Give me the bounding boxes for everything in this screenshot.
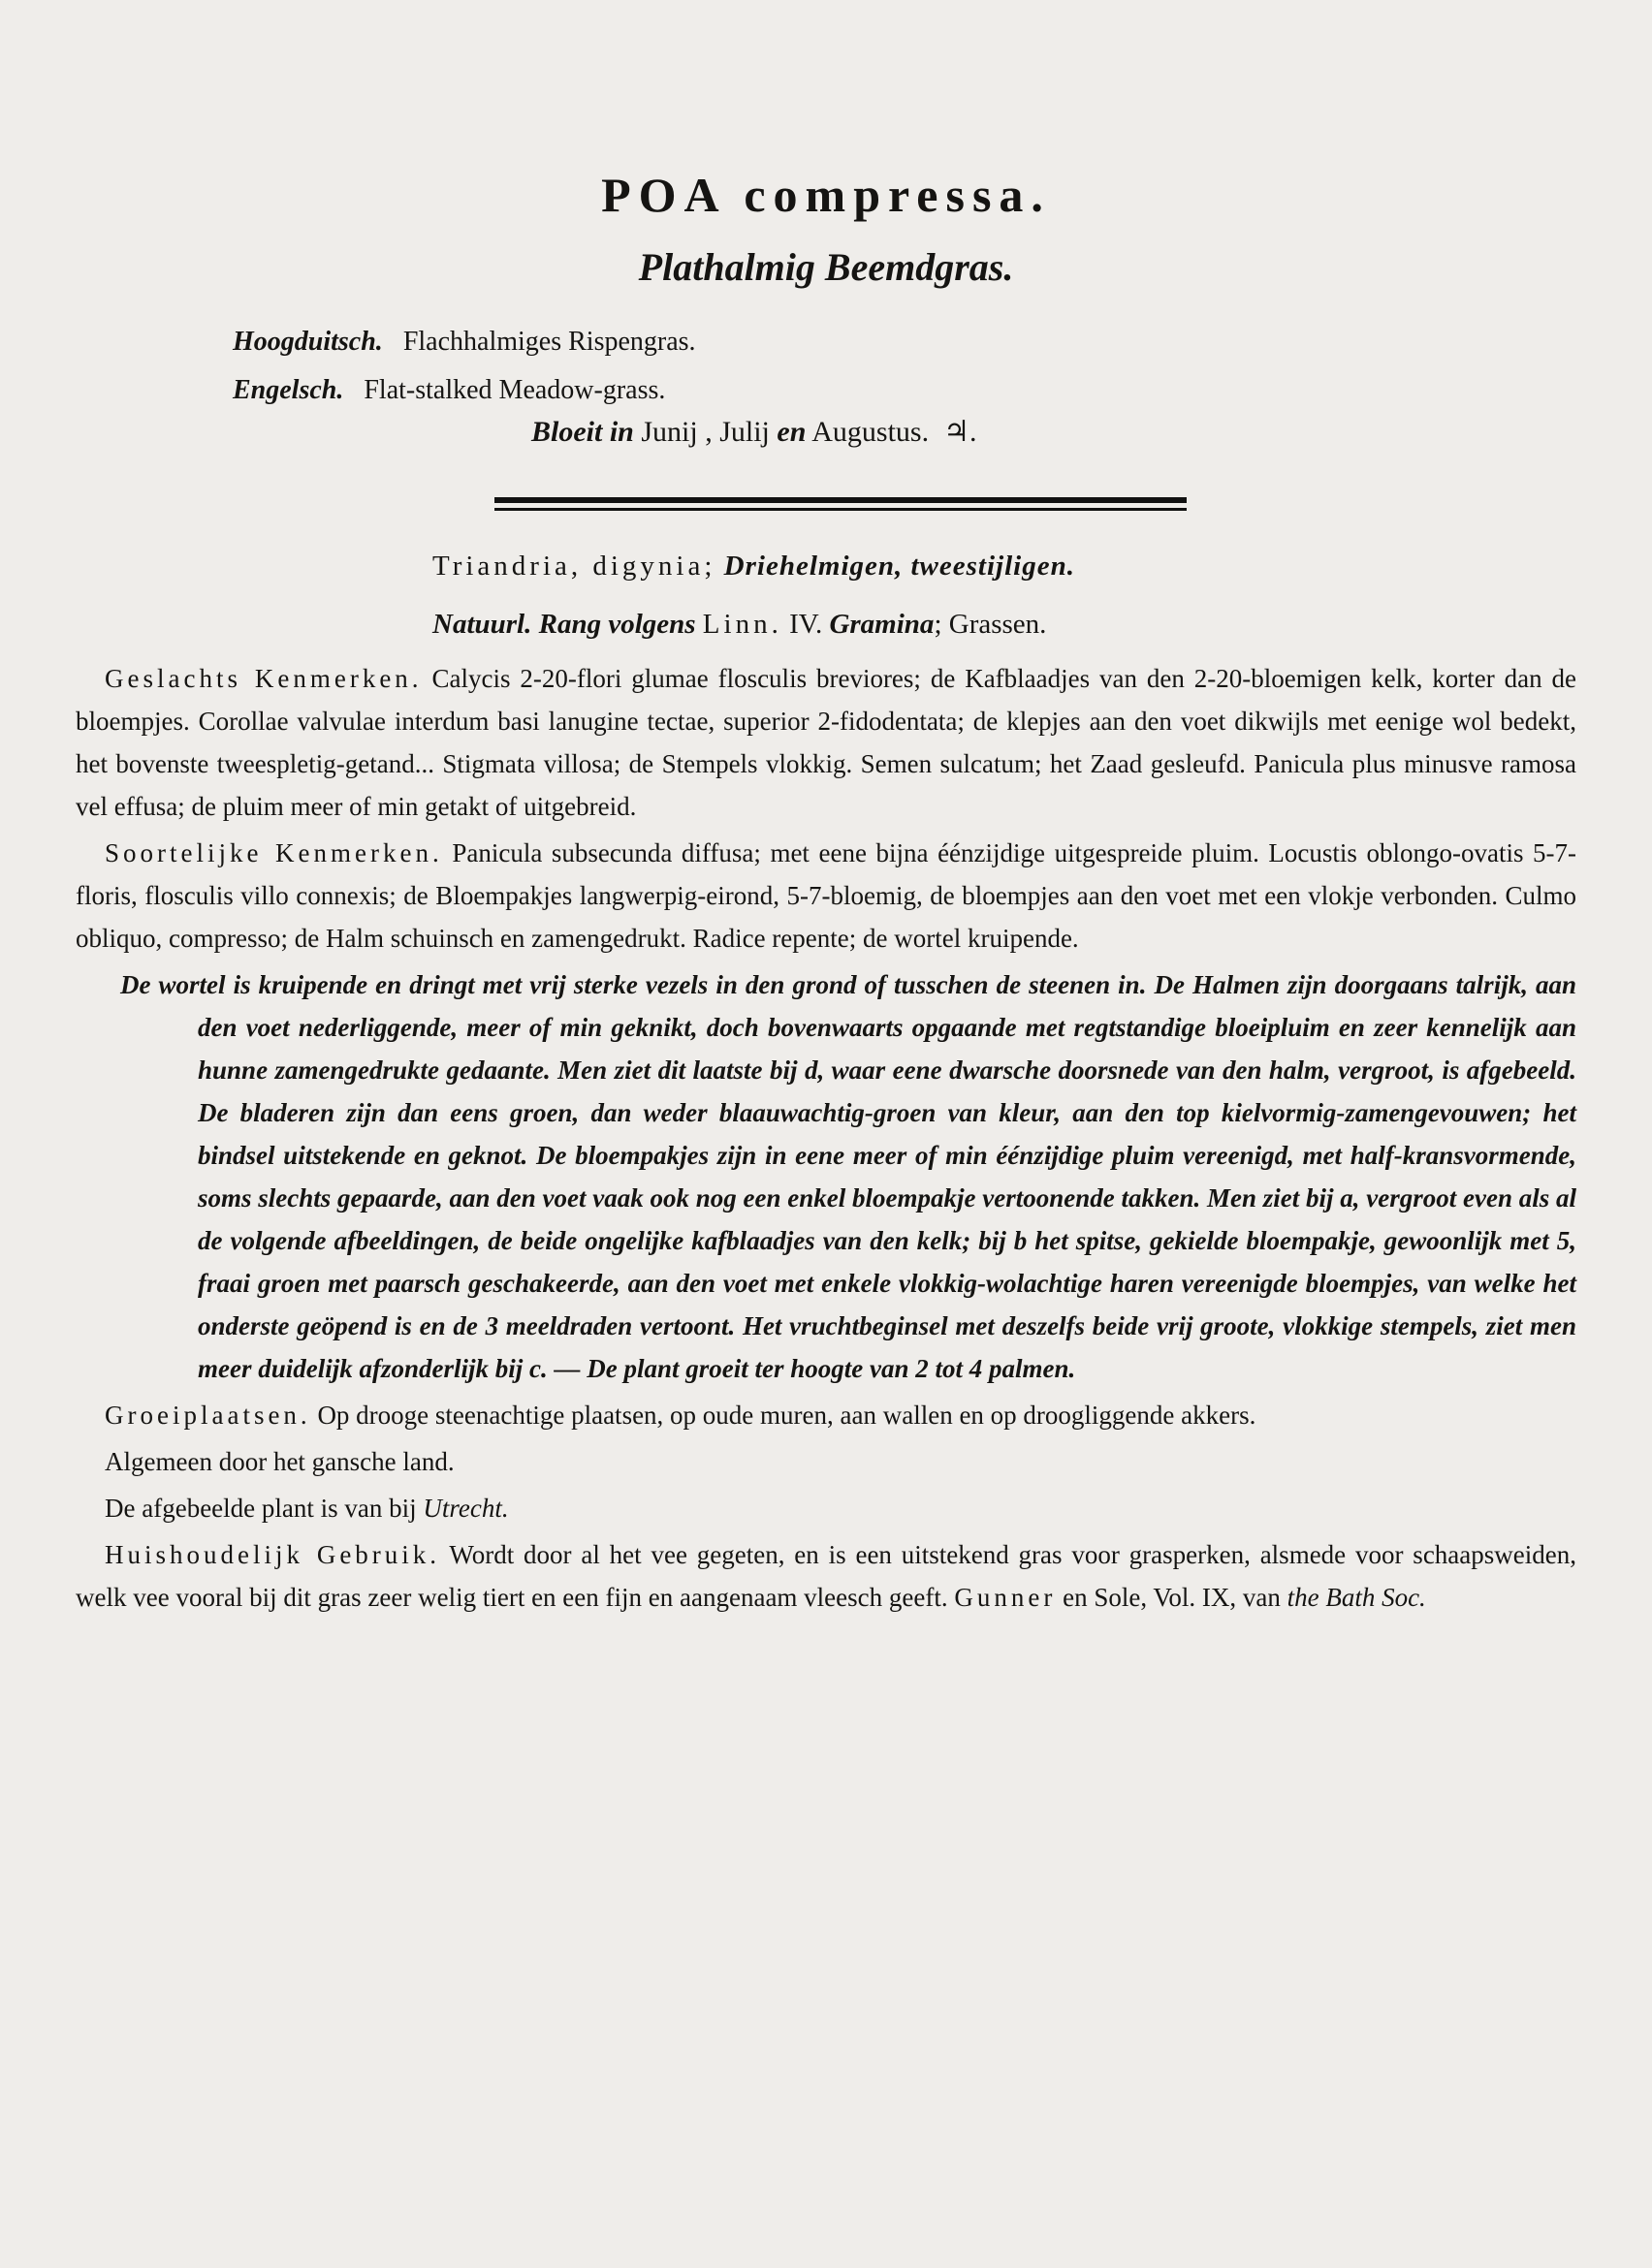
reference-author: Gunner (954, 1583, 1057, 1612)
english-name-row (233, 366, 696, 415)
rank-number: IV. (789, 609, 823, 640)
habitat-heading: Groeiplaatsen. (105, 1401, 311, 1430)
english-label: Engelsch. (233, 375, 344, 405)
divider-thin (494, 508, 1187, 511)
specimen-place: Utrecht. (423, 1494, 509, 1523)
natural-rank-line (432, 609, 1046, 641)
english-name: Flat-stalked Meadow-grass. (364, 375, 666, 405)
main-text (76, 657, 1576, 1622)
habitat-text: Op drooge steenachtige plaatsen, op oude muren, aan wallen en op droogliggende akkers. (317, 1401, 1256, 1430)
genus-heading: Geslachts Kenmerken. (105, 664, 423, 693)
species-heading: Soortelijke Kenmerken. (105, 838, 443, 867)
flowering-label: Bloeit in (531, 416, 634, 448)
german-label: Hoogduitsch. (233, 327, 383, 357)
plant-description: De wortel is kruipende en dringt met vrij sterke vezels in den grond of tusschen de steenen in. De Halmen zijn doorgaans talrijk, aan den voet nederliggende, meer of min geknikt, doch bovenwaarts opgaande met regtstandige bloeipluim en zeer kennelijk aan hunne zamengedrukte gedaante. Men ziet dit laatste bij d, waar eene dwarsche doorsnede van den halm, vergroot, is afgebeeld. De bladeren zijn dan eens groen, dan weder blaauwachtig-groen van kleur, aan den top kielvormig-zamengevouwen; het bindsel uitstekende en geknot. De bloempakjes zijn in eene meer of min éénzijdige pluim vereenigd, met half-kransvormende, soms slechts gepaarde, aan den voet vaak ook nog een enkel bloempakje vertoonende takken. Men ziet bij a, vergroot even als al de volgende afbeeldingen, de beide ongelijke kafblaadjes van den kelk; bij b het spitse, gekielde bloempakje, gewoonlijk met 5, fraai groen met paarsch geschakeerde, aan den voet met enkele vlokkig-wolachtige haren vereenigde bloempjes, van welke het onderste geöpend is en de 3 meeldraden vertoont. Het vruchtbeginsel met deszelfs beide vrij groote, vlokkige stempels, ziet men meer duidelijk afzonderlijk bij c. — De plant groeit ter hoogte van 2 tot 4 palmen. (120, 970, 1576, 1383)
classification-line (432, 551, 1075, 583)
rank-tail: ; Grassen. (934, 609, 1047, 640)
distribution: Algemeen door het gansche land. (105, 1447, 455, 1476)
german-name: Flachhalmiges Rispengras. (402, 327, 696, 357)
dutch-name: Plathalmig Beemdgras. (638, 245, 1014, 289)
use-text: Wordt door al het vee gegeten, en is een uitstekend gras voor grasperken, alsmede voor schaapsweiden, welk vee vooral bij dit gras zeer welig tiert en een fijn en aangenaam vleesch geeft. (76, 1540, 1576, 1612)
classification-dutch: Driehelmigen, tweestijligen. (723, 551, 1075, 582)
flowering-last-month: Augustus. (811, 416, 930, 448)
rank-gramina: Gramina (829, 609, 935, 640)
reference-mid: en Sole, Vol. IX, van (1063, 1583, 1281, 1612)
habitat (76, 1394, 1576, 1436)
rank-linn: Linn. (702, 609, 782, 640)
economic-use (76, 1533, 1576, 1619)
specimen-origin (76, 1487, 1576, 1529)
divider-thick (494, 497, 1187, 503)
specimen-lead: De afgebeelde plant is van bij (105, 1494, 417, 1523)
flowering-months: Junij , Julij (641, 416, 770, 448)
rank-lead: Natuurl. Rang volgens (432, 609, 696, 640)
genus-text: Calycis 2-20-flori glumae flosculis breviores; de Kafblaadjes van den 2-20-bloemigen kelk, korter dan de bloempjes. Corollae valvulae interdum basi lanugine tectae, superior 2-fidodentata; de klepjes aan den voet dikwijls met eenige wol bedekt, het bovenste tweespletig-getand... Stigmata villosa; de Stempels vlokkig. Semen sulcatum; het Zaad gesleufd. Panicula plus minusve ramosa vel effusa; de pluim meer of min getakt of uitgebreid. (76, 664, 1576, 821)
reference-title: the Bath Soc. (1287, 1583, 1426, 1612)
page-title: POA compressa. (601, 168, 1051, 222)
flowering-and: en (777, 416, 807, 448)
german-name-row (233, 318, 696, 366)
flowering-line (531, 415, 977, 449)
classification-latin: Triandria, digynia; (432, 551, 716, 582)
species-characters (76, 832, 1576, 960)
use-heading: Huishoudelijk Gebruik. (105, 1540, 441, 1569)
species-text: Panicula subsecunda diffusa; met eene bijna éénzijdige uitgespreide pluim. Locustis oblongo-ovatis 5-7-floris, flosculis villo connexis; de Bloempakjes langwerpig-eirond, 5-7-bloemig, de bloempjes aan den voet met een vlokje verbonden. Culmo obliquo, compresso; de Halm schuinsch en zamengedrukt. Radice repente; de wortel kruipende. (76, 838, 1577, 953)
genus-characters (76, 657, 1576, 828)
common-names (233, 318, 696, 415)
perennial-symbol: ♃. (943, 416, 977, 448)
